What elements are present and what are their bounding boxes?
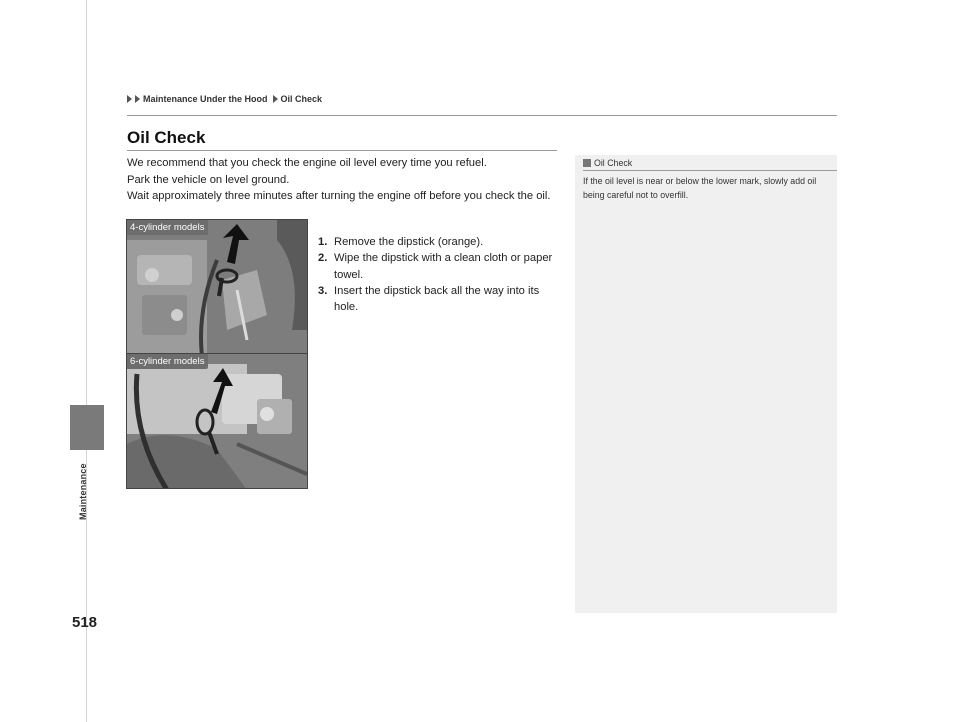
header-divider [127,115,837,116]
step-number: 2. [318,252,328,265]
step-text: Remove the dipstick (orange). [334,236,484,248]
note-panel [575,155,837,613]
procedure-steps [318,234,558,315]
step-item [318,283,558,316]
page-title: Oil Check [127,128,206,147]
figure-label: 4-cylinder models [127,220,208,235]
step-item [318,250,558,283]
reference-icon [583,159,591,167]
step-number: 3. [318,284,328,297]
breadcrumb-arrow-icon [127,95,132,103]
note-header [583,158,632,168]
section-tab-label: Maintenance [78,463,88,520]
breadcrumb-item-oil-check[interactable]: Oil Check [280,94,323,104]
intro-text [127,155,562,205]
breadcrumb [127,94,322,104]
figure-label: 6-cylinder models [127,354,208,369]
breadcrumb-item-maintenance[interactable]: Maintenance Under the Hood [143,94,268,104]
note-divider [583,170,837,171]
engine-photo-6-cylinder [126,353,308,489]
engine-illustration [127,354,308,489]
engine-photo-4-cylinder [126,219,308,355]
title-divider [127,150,557,151]
step-number: 1. [318,236,328,248]
note-title: Oil Check [594,158,633,168]
step-text: Insert the dipstick back all the way into its hole. [334,284,540,314]
page-number: 518 [72,614,98,631]
intro-line: We recommend that you check the engine oil level every time you refuel. [127,157,487,169]
engine-illustration [127,220,308,355]
note-body: If the oil level is near or below the lower mark, slowly add oil being careful not to overfill. [583,176,817,200]
intro-line: Wait approximately three minutes after turning the engine off before you check the oil. [127,190,551,202]
breadcrumb-arrow-icon [273,95,278,103]
breadcrumb-arrow-icon [135,95,140,103]
step-item [318,234,558,250]
step-text: Wipe the dipstick with a clean cloth or paper towel. [334,252,553,281]
intro-line: Park the vehicle on level ground. [127,173,290,186]
